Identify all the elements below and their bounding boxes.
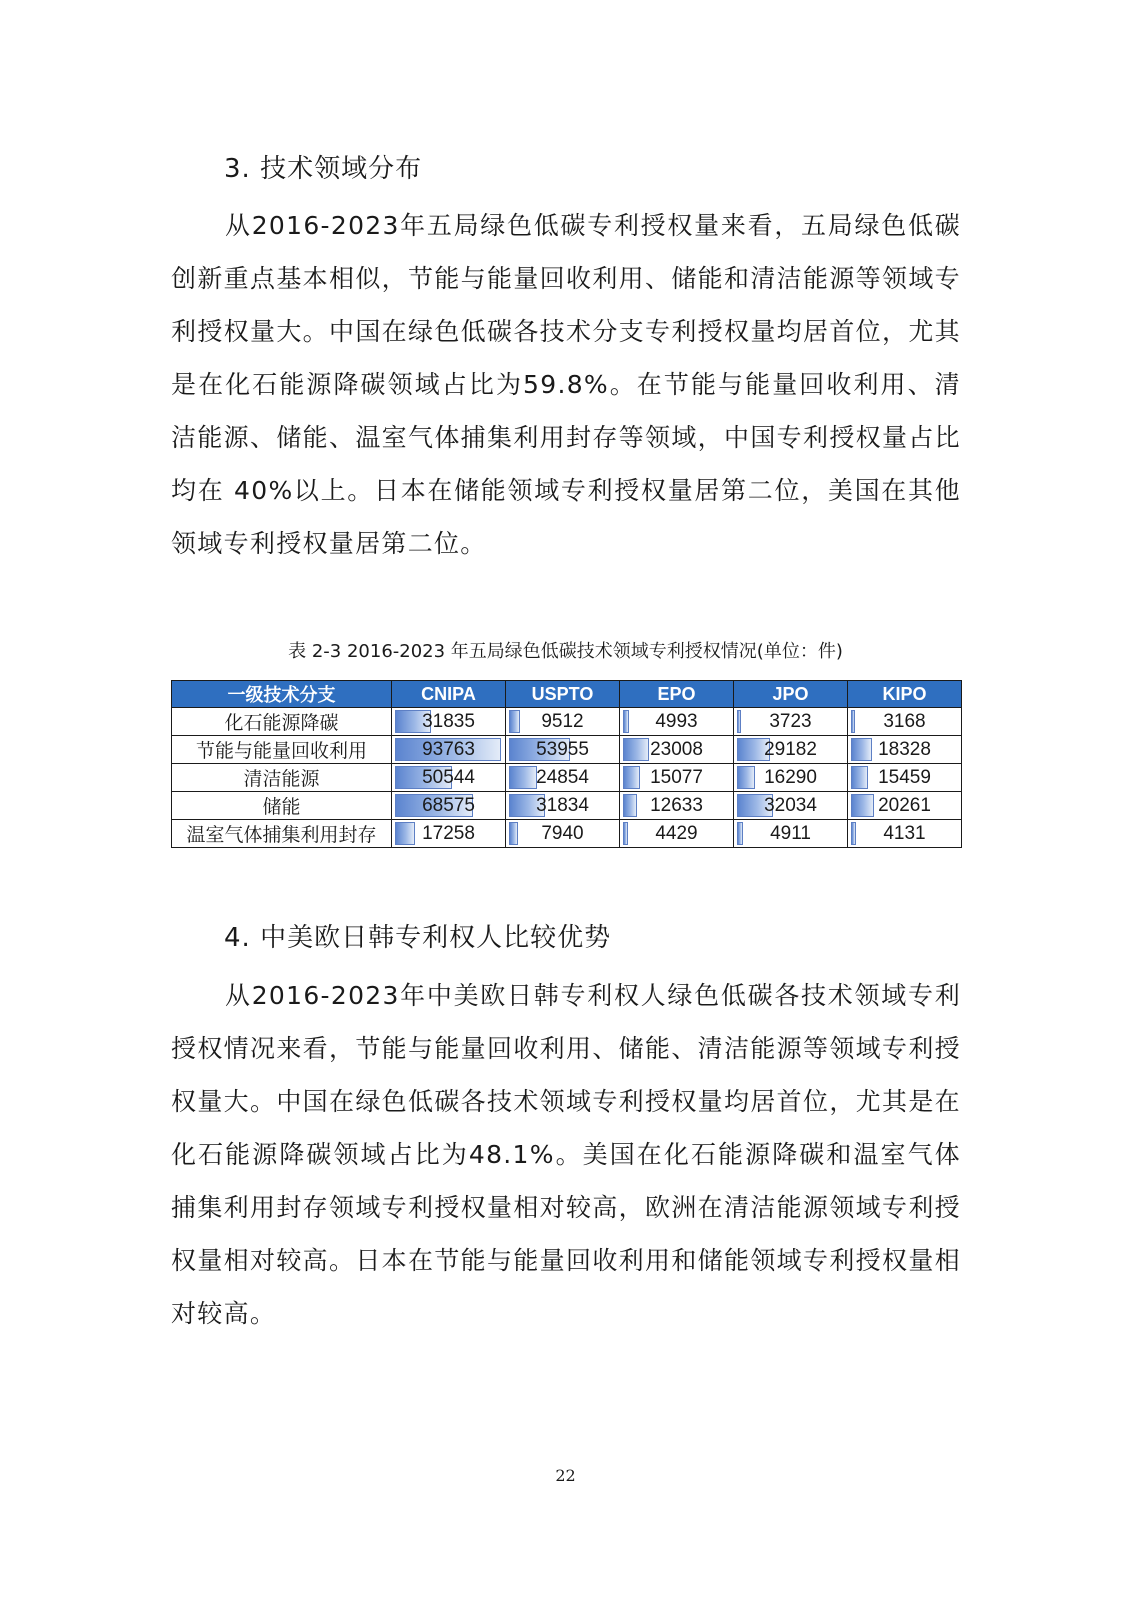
cell-uspto	[506, 764, 620, 792]
table-row	[172, 736, 962, 764]
data-bar	[623, 710, 629, 733]
cell-epo	[620, 708, 734, 736]
cell-jpo	[734, 736, 848, 764]
table-row	[172, 708, 962, 736]
cell-value: 7940	[541, 822, 584, 844]
cell-value: 93763	[422, 738, 475, 760]
data-bar	[509, 766, 537, 789]
section-3-heading: 3. 技术领域分布	[224, 154, 423, 184]
cell-epo	[620, 792, 734, 820]
header-category: 一级技术分支	[172, 681, 392, 708]
cell-value: 68575	[422, 794, 475, 816]
section-4-heading: 4. 中美欧日韩专利权人比较优势	[224, 923, 612, 953]
row-label: 清洁能源	[172, 764, 392, 792]
data-bar	[395, 822, 415, 845]
cell-value: 53955	[536, 738, 589, 760]
cell-value: 29182	[764, 738, 817, 760]
table-row	[172, 820, 962, 848]
data-bar	[737, 766, 755, 789]
cell-epo	[620, 820, 734, 848]
cell-value: 18328	[878, 738, 931, 760]
cell-value: 17258	[422, 822, 475, 844]
header-cnipa: CNIPA	[392, 681, 506, 708]
page-number: 22	[555, 1466, 576, 1485]
cell-cnipa	[392, 792, 506, 820]
row-label: 化石能源降碳	[172, 708, 392, 736]
data-bar	[509, 710, 520, 733]
data-bar	[851, 794, 874, 817]
cell-value: 31834	[536, 794, 589, 816]
data-bar	[737, 822, 743, 845]
cell-value: 15077	[650, 766, 703, 788]
section-3-paragraph: 从2016-2023年五局绿色低碳专利授权量来看，五局绿色低碳创新重点基本相似，节能与能量回收利用、储能和清洁能源等领域专利授权量大。中国在绿色低碳各技术分支专利授权量均居首位，尤其是在化石能源降碳领域占比为59.8%。在节能与能量回收利用、清洁能源、储能、温室气体捕集利用封存等领域，中国专利授权量占比均在 40%以上。日本在储能领域专利授权量居第二位，美国在其他领域专利授权量居第二位。	[171, 211, 961, 558]
cell-value: 31835	[422, 710, 475, 732]
table-header-row	[172, 681, 962, 708]
row-label: 节能与能量回收利用	[172, 736, 392, 764]
data-bar	[623, 794, 637, 817]
table-body	[172, 708, 962, 848]
cell-kipo	[848, 792, 962, 820]
data-bar	[851, 738, 872, 761]
data-bar	[851, 710, 855, 733]
data-bar	[851, 822, 856, 845]
cell-kipo	[848, 736, 962, 764]
row-label: 储能	[172, 792, 392, 820]
cell-value: 23008	[650, 738, 703, 760]
cell-value: 4993	[655, 710, 698, 732]
cell-value: 3723	[769, 710, 812, 732]
cell-cnipa	[392, 708, 506, 736]
cell-value: 3168	[883, 710, 926, 732]
data-bar	[623, 822, 628, 845]
cell-cnipa	[392, 736, 506, 764]
table-caption: 表 2-3 2016-2023 年五局绿色低碳技术领域专利授权情况(单位：件)	[288, 641, 843, 662]
cell-value: 4429	[655, 822, 698, 844]
patent-grant-table	[171, 680, 962, 848]
cell-epo	[620, 736, 734, 764]
cell-kipo	[848, 764, 962, 792]
cell-cnipa	[392, 820, 506, 848]
cell-value: 15459	[878, 766, 931, 788]
cell-uspto	[506, 736, 620, 764]
cell-uspto	[506, 820, 620, 848]
header-uspto: USPTO	[506, 681, 620, 708]
cell-uspto	[506, 708, 620, 736]
data-bar	[509, 822, 518, 845]
table-row	[172, 764, 962, 792]
row-label: 温室气体捕集利用封存	[172, 820, 392, 848]
cell-value: 20261	[878, 794, 931, 816]
data-bar	[737, 710, 741, 733]
cell-value: 24854	[536, 766, 589, 788]
cell-jpo	[734, 792, 848, 820]
data-bar	[851, 766, 868, 789]
cell-kipo	[848, 708, 962, 736]
header-epo: EPO	[620, 681, 734, 708]
cell-kipo	[848, 820, 962, 848]
cell-uspto	[506, 792, 620, 820]
header-jpo: JPO	[734, 681, 848, 708]
cell-jpo	[734, 708, 848, 736]
cell-value: 12633	[650, 794, 703, 816]
cell-value: 32034	[764, 794, 817, 816]
data-bar	[623, 766, 640, 789]
cell-value: 9512	[541, 710, 584, 732]
data-bar	[623, 738, 649, 761]
cell-jpo	[734, 764, 848, 792]
cell-value: 4911	[770, 822, 811, 844]
cell-jpo	[734, 820, 848, 848]
section-4-paragraph: 从2016-2023年中美欧日韩专利权人绿色低碳各技术领域专利授权情况来看，节能与能量回收利用、储能、清洁能源等领域专利授权量大。中国在绿色低碳各技术领域专利授权量均居首位，尤其是在化石能源降碳领域占比为48.1%。美国在化石能源降碳和温室气体捕集利用封存领域专利授权量相对较高，欧洲在清洁能源领域专利授权量相对较高。日本在节能与能量回收利用和储能领域专利授权量相对较高。	[171, 981, 961, 1328]
cell-value: 16290	[764, 766, 817, 788]
cell-value: 50544	[422, 766, 475, 788]
table-row	[172, 792, 962, 820]
cell-value: 4131	[883, 822, 926, 844]
cell-cnipa	[392, 764, 506, 792]
cell-epo	[620, 764, 734, 792]
header-kipo: KIPO	[848, 681, 962, 708]
